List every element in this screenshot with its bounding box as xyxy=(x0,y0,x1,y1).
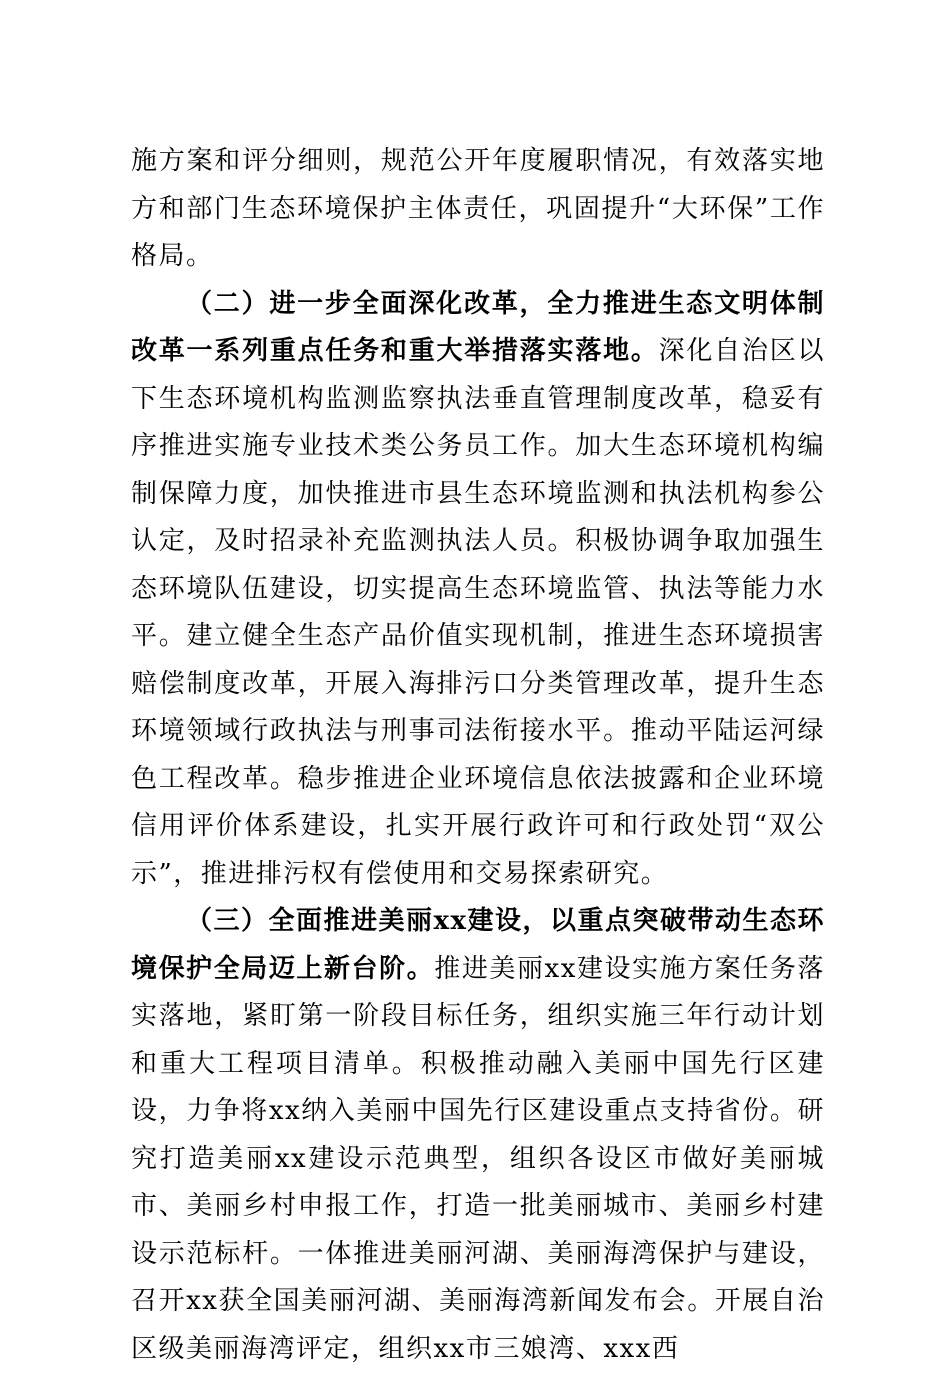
paragraph-section-2 xyxy=(131,281,825,899)
document-body xyxy=(131,138,825,1373)
section-heading-2: （二）进一步全面深化改革，全力推进生态文明体制改革一系列重点任务和重大举措落实落地。 xyxy=(131,288,825,366)
section-heading-3: （三）全面推进美丽xx建设，以重点突破带动生态环境保护全局迈上新台阶。 xyxy=(131,906,826,984)
paragraph-text: 推进美丽xx建设实施方案任务落实落地，紧盯第一阶段目标任务，组织实施三年行动计划和重大工程项目清单。积极推动融入美丽中国先行区建设，力争将xx纳入美丽中国先行区建设重点支持省份。研究打造美丽xx建设示范典型，组织各设区市做好美丽城市、美丽乡村申报工作，打造一批美丽城市、美丽乡村建设示范标杆。一体推进美丽河湖、美丽海湾保护与建设，召开xx获全国美丽河湖、美丽海湾新闻发布会。开展自治区级美丽海湾评定，组织xx市三娘湾、xxx西 xyxy=(131,953,825,1364)
paragraph-text: 深化自治区以下生态环境机构监测监察执法垂直管理制度改革，稳妥有序推进实施专业技术类公务员工作。加大生态环境机构编制保障力度，加快推进市县生态环境监测和执法机构参公认定，及时招录补充监测执法人员。积极协调争取加强生态环境队伍建设，切实提高生态环境监管、执法等能力水平。建立健全生态产品价值实现机制，推进生态环境损害赔偿制度改革，开展入海排污口分类管理改革，提升生态环境领域行政执法与刑事司法衔接水平。推动平陆运河绿色工程改革。稳步推进企业环境信息依法披露和企业环境信用评价体系建设，扎实开展行政许可和行政处罚“双公示”，推进排污权有偿使用和交易探索研究。 xyxy=(131,336,825,889)
paragraph-continuation xyxy=(131,138,825,281)
paragraph-text: 施方案和评分细则，规范公开年度履职情况，有效落实地方和部门生态环境保护主体责任，巩固提升“大环保”工作格局。 xyxy=(131,146,825,271)
paragraph-section-3 xyxy=(131,898,825,1373)
